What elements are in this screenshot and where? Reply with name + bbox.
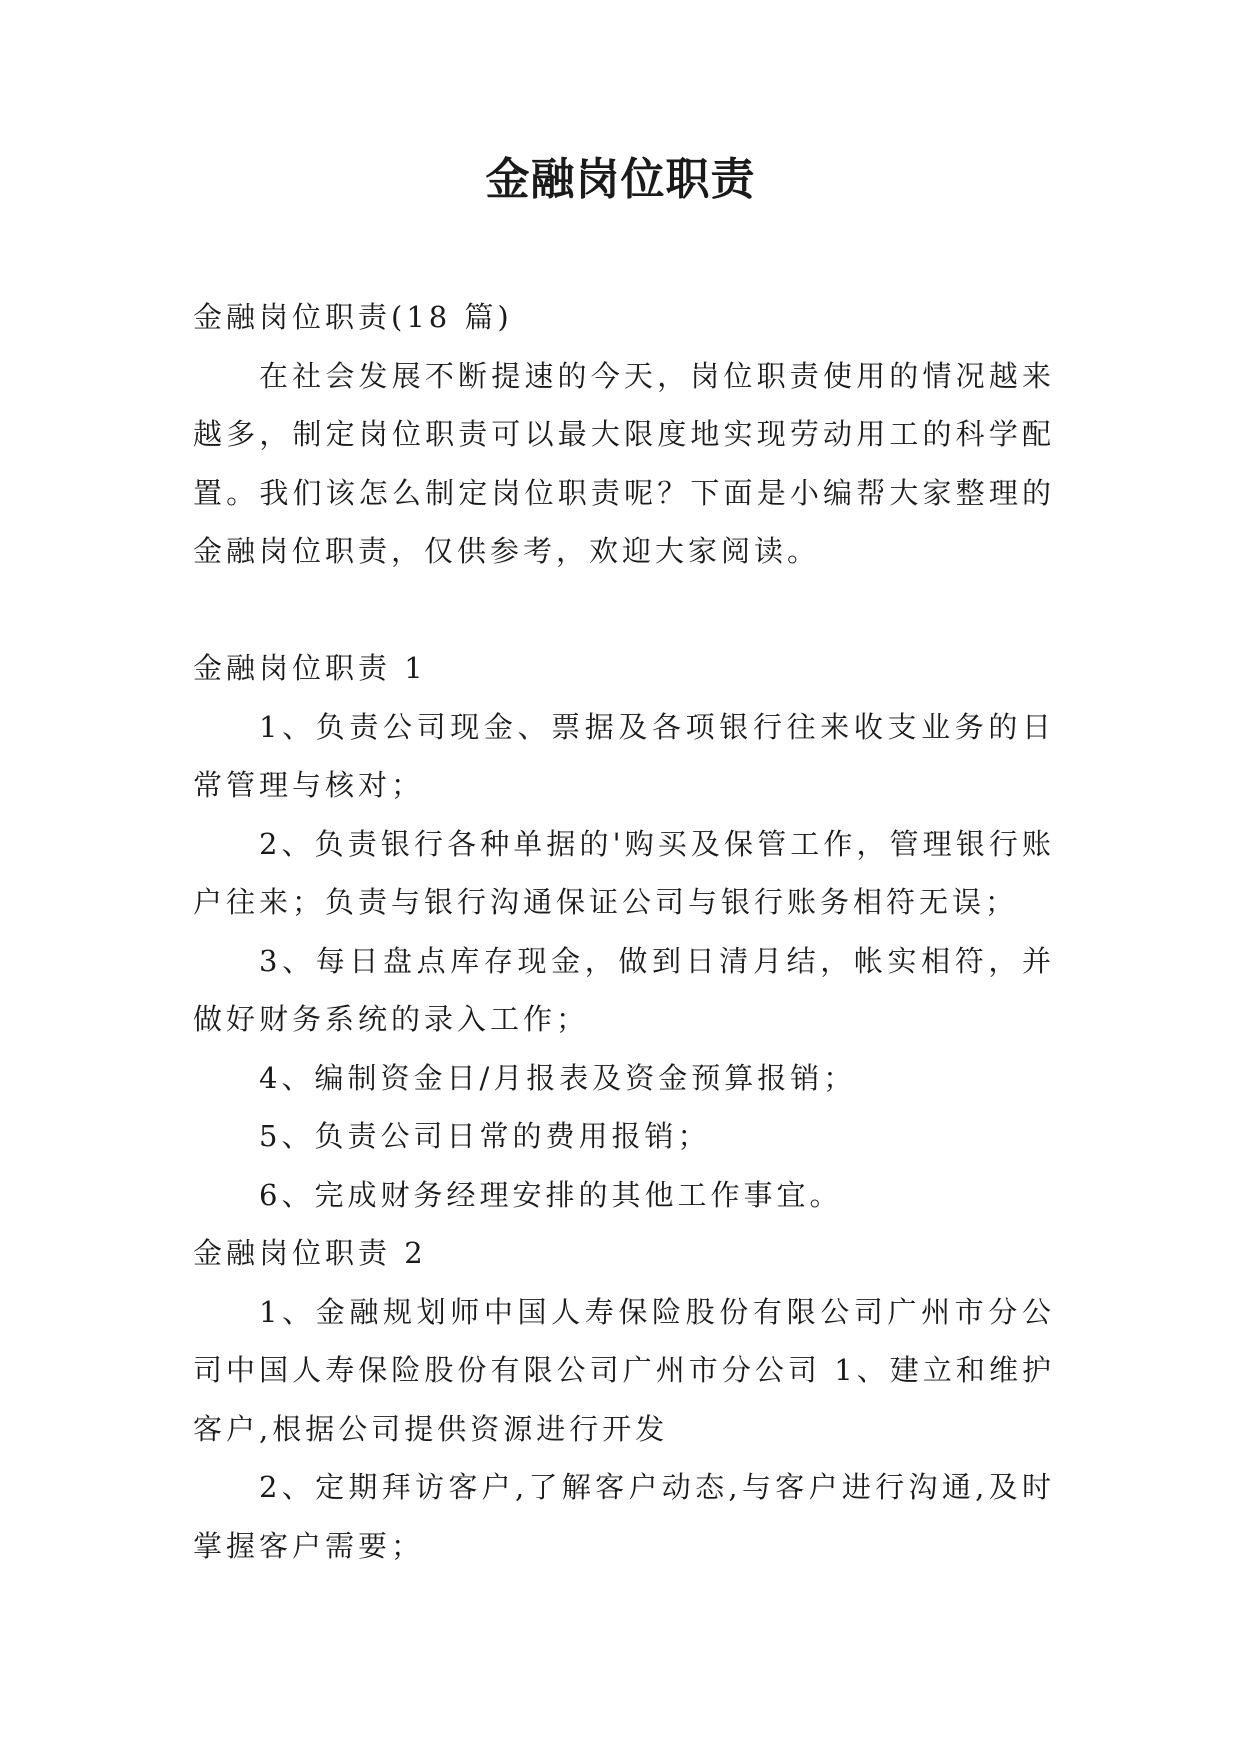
section-heading-1: 金融岗位职责 1: [193, 651, 427, 685]
section1-item-5: 5、负责公司日常的费用报销；: [259, 1119, 711, 1153]
document-title: 金融岗位职责: [485, 154, 756, 205]
section1-item-4: 4、编制资金日/月报表及资金预算报销；: [259, 1060, 857, 1095]
document-body: [193, 288, 1055, 1575]
blank-line: [193, 581, 1055, 640]
section1-item-2: 2、负责银行各种单据的'购买及保管工作，管理银行账户往来；负责与银行沟通保证公司与银行账务相符无误；: [193, 826, 1055, 919]
section1-item-6: 6、完成财务经理安排的其他工作事宜。: [259, 1177, 843, 1212]
intro-paragraph: 在社会发展不断提速的今天，岗位职责使用的情况越来越多，制定岗位职责可以最大限度地实现劳动用工的科学配置。我们该怎么制定岗位职责呢？下面是小编帮大家整理的金融岗位职责，仅供参考，欢迎大家阅读。: [193, 358, 1055, 568]
section2-item-1: 1、金融规划师中国人寿保险股份有限公司广州市分公司中国人寿保险股份有限公司广州市分公司 1、建立和维护客户,根据公司提供资源进行开发: [193, 1294, 1055, 1446]
document-subtitle: 金融岗位职责(18 篇): [193, 300, 513, 334]
section-heading-2: 金融岗位职责 2: [193, 1236, 427, 1270]
section1-item-1: 1、负责公司现金、票据及各项银行往来收支业务的日常管理与核对；: [193, 709, 1055, 802]
section1-item-3: 3、每日盘点库存现金，做到日清月结，帐实相符，并做好财务系统的录入工作；: [193, 943, 1055, 1036]
section2-item-2: 2、定期拜访客户,了解客户动态,与客户进行沟通,及时掌握客户需要；: [193, 1470, 1055, 1563]
